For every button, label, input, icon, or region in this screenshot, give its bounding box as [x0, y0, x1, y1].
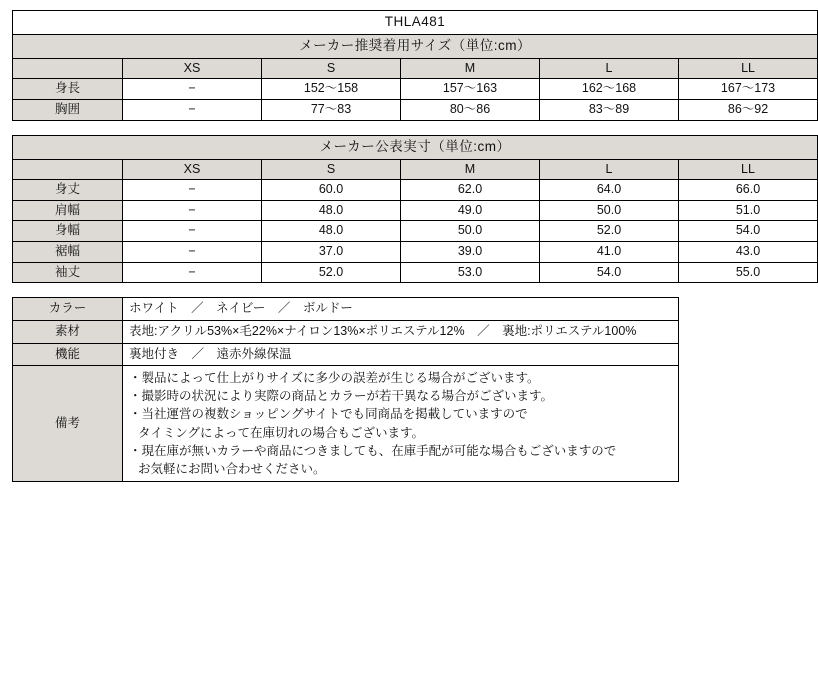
- column-header-s: S: [262, 159, 401, 180]
- info-value-material: 表地:アクリル53%×毛22%×ナイロン13%×ポリエステル12% ／ 裏地:ポリエステル100%: [123, 320, 679, 343]
- table-row: [13, 221, 818, 242]
- cell-body-length-ll: 66.0: [679, 180, 818, 201]
- actual-title: メーカー公表実寸（単位:cm）: [13, 135, 818, 159]
- cell-body-length-l: 64.0: [540, 180, 679, 201]
- cell-body-width-l: 52.0: [540, 221, 679, 242]
- recommended-header-row: [13, 58, 818, 79]
- cell-sleeve-length-m: 53.0: [401, 262, 540, 283]
- cell-chest-xs: −: [123, 100, 262, 121]
- product-info-table: [12, 297, 679, 482]
- cell-body-width-xs: −: [123, 221, 262, 242]
- column-header-l: L: [540, 58, 679, 79]
- column-header-m: M: [401, 58, 540, 79]
- info-value-remarks: [123, 366, 679, 482]
- remark-line: ・現在庫が無いカラーや商品につきましても、在庫手配が可能な場合もございますので: [129, 443, 617, 458]
- remark-line: タイミングによって在庫切れの場合もございます。: [138, 425, 425, 440]
- info-label-material: 素材: [13, 320, 123, 343]
- row-label-height: 身長: [13, 79, 123, 100]
- column-header-m: M: [401, 159, 540, 180]
- info-value-function: 裏地付き ／ 遠赤外線保温: [123, 343, 679, 366]
- cell-body-length-m: 62.0: [401, 180, 540, 201]
- info-label-function: 機能: [13, 343, 123, 366]
- table-row: [13, 79, 818, 100]
- table-row: [13, 366, 679, 482]
- cell-height-s: 152〜158: [262, 79, 401, 100]
- table-row: [13, 320, 679, 343]
- cell-sleeve-length-l: 54.0: [540, 262, 679, 283]
- cell-height-l: 162〜168: [540, 79, 679, 100]
- column-header-blank: [13, 159, 123, 180]
- column-header-ll: LL: [679, 58, 818, 79]
- table-row: [13, 298, 679, 321]
- recommended-size-table: [12, 10, 818, 121]
- info-value-color: ホワイト ／ ネイビー ／ ボルドー: [123, 298, 679, 321]
- cell-chest-l: 83〜89: [540, 100, 679, 121]
- cell-hem-width-s: 37.0: [262, 242, 401, 263]
- recommended-title-row: [13, 34, 818, 58]
- cell-height-m: 157〜163: [401, 79, 540, 100]
- table-row: [13, 343, 679, 366]
- cell-chest-s: 77〜83: [262, 100, 401, 121]
- cell-sleeve-length-s: 52.0: [262, 262, 401, 283]
- remark-line: ・撮影時の状況により実際の商品とカラーが若干異なる場合がございます。: [129, 389, 554, 404]
- cell-shoulder-s: 48.0: [262, 200, 401, 221]
- remark-line: ・当社運営の複数ショッピングサイトでも同商品を掲載していますので: [129, 407, 528, 422]
- column-header-xs: XS: [123, 159, 262, 180]
- row-label-sleeve-length: 袖丈: [13, 262, 123, 283]
- actual-size-table: [12, 135, 818, 284]
- cell-sleeve-length-ll: 55.0: [679, 262, 818, 283]
- column-header-ll: LL: [679, 159, 818, 180]
- table-row: [13, 100, 818, 121]
- page-title: THLA481: [13, 11, 818, 35]
- cell-body-width-s: 48.0: [262, 221, 401, 242]
- column-header-xs: XS: [123, 58, 262, 79]
- cell-sleeve-length-xs: −: [123, 262, 262, 283]
- table-row: [13, 200, 818, 221]
- table-row: [13, 242, 818, 263]
- cell-chest-m: 80〜86: [401, 100, 540, 121]
- column-header-s: S: [262, 58, 401, 79]
- actual-header-row: [13, 159, 818, 180]
- row-label-hem-width: 裾幅: [13, 242, 123, 263]
- recommended-title: メーカー推奨着用サイズ（単位:cm）: [13, 34, 818, 58]
- remark-line: お気軽にお問い合わせください。: [138, 461, 326, 476]
- cell-height-xs: −: [123, 79, 262, 100]
- column-header-l: L: [540, 159, 679, 180]
- cell-hem-width-m: 39.0: [401, 242, 540, 263]
- column-header-blank: [13, 58, 123, 79]
- row-label-chest: 胸囲: [13, 100, 123, 121]
- info-label-remarks: 備考: [13, 366, 123, 482]
- row-label-shoulder: 肩幅: [13, 200, 123, 221]
- table-row: [13, 180, 818, 201]
- cell-height-ll: 167〜173: [679, 79, 818, 100]
- cell-body-length-xs: −: [123, 180, 262, 201]
- cell-body-length-s: 60.0: [262, 180, 401, 201]
- cell-body-width-m: 50.0: [401, 221, 540, 242]
- product-code-row: [13, 11, 818, 35]
- cell-hem-width-ll: 43.0: [679, 242, 818, 263]
- cell-hem-width-l: 41.0: [540, 242, 679, 263]
- cell-chest-ll: 86〜92: [679, 100, 818, 121]
- cell-shoulder-xs: −: [123, 200, 262, 221]
- cell-shoulder-m: 49.0: [401, 200, 540, 221]
- row-label-body-length: 身丈: [13, 180, 123, 201]
- row-label-body-width: 身幅: [13, 221, 123, 242]
- cell-shoulder-ll: 51.0: [679, 200, 818, 221]
- cell-shoulder-l: 50.0: [540, 200, 679, 221]
- cell-body-width-ll: 54.0: [679, 221, 818, 242]
- remark-line: ・製品によって仕上がりサイズに多少の誤差が生じる場合がございます。: [129, 371, 540, 386]
- table-row: [13, 262, 818, 283]
- cell-hem-width-xs: −: [123, 242, 262, 263]
- info-label-color: カラー: [13, 298, 123, 321]
- actual-title-row: [13, 135, 818, 159]
